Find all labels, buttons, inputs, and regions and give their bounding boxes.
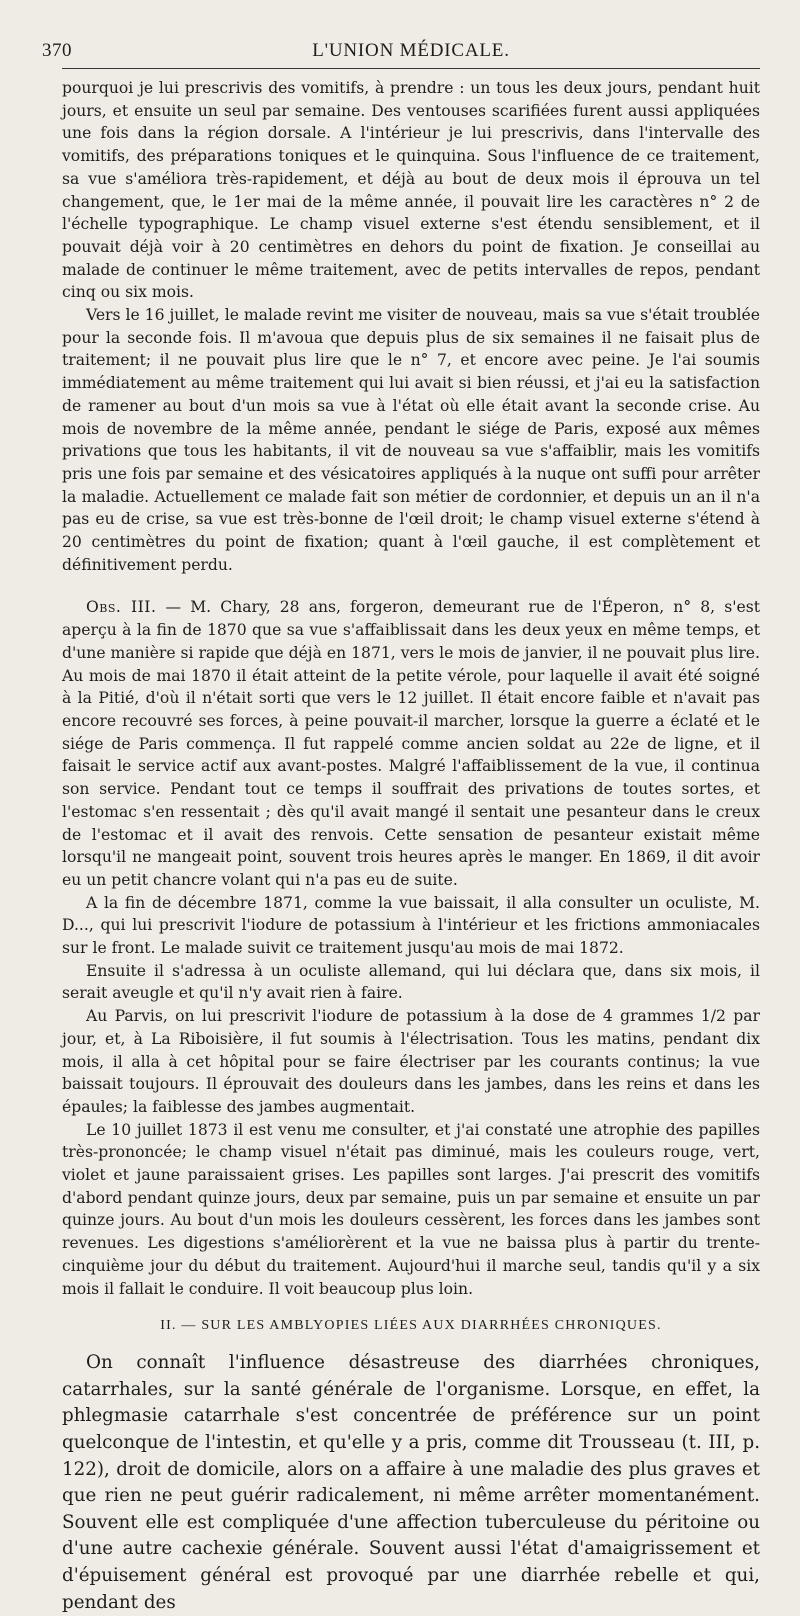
section-heading: II. — SUR LES AMBLYOPIES LIÉES AUX DIARRHÉES CHRONIQUES. <box>160 1318 662 1334</box>
observation-text: — M. Chary, 28 ans, forgeron, demeurant rue de l'Éperon, n° 8, s'est aperçu à la fin de 1870 que sa vue s'affaiblissait dans les deux yeux en même temps, et d'une manière si rapide que déjà en 1871, vers le mois de janvier, il ne pouvait plus lire. Au mois de mai 1870 il était atteint de la petite vérole, pour laquelle il avait été soigné à la Pitié, d'où il n'était sorti que vers le 12 juillet. Il était encore faible et n'avait pas encore recouvré ses forces, à peine pouvait-il marcher, lorsque la guerre a éclaté et le siége de Paris commença. Il fut rappelé comme ancien soldat au 22e de ligne, et il faisait le service actif aux avant-postes. Malgré l'affaiblissement de la vue, il continua son service. Pendant tout ce temps il souffrait des privations de toutes sortes, et l'estomac s'en ressentait ; dès qu'il avait mangé il sentait une pesanteur dans le creux de l'estomac et il avait des renvois. Cette sensation de pesanteur existait même lorsqu'il ne mangeait point, souvent trois heures après le manger. En 1869, il dit avoir eu un petit chancre volant qui n'a pas eu de suite. <box>62 598 760 889</box>
paragraph: pourquoi je lui prescrivis des vomitifs, à prendre : un tous les deux jours, pendant huit jours, et ensuite un seul par semaine. Des ventouses scarifiées furent aussi appliquées une fois dans la région dorsale. A l'intérieur je lui prescrivis, dans l'intervalle des vomitifs, des préparations toniques et le quinquina. Sous l'influence de ce traitement, sa vue s'améliora très-rapidement, et déjà au bout de deux mois il éprouva un tel changement, que, le 1er mai de la même année, il pouvait lire les caractères n° 2 de l'échelle typographique. Le champ visuel externe s'est étendu sensiblement, et il pouvait déjà voir à 20 centimètres en dehors du point de fixation. Je conseillai au malade de continuer le même traitement, avec de petits intervalles de repos, pendant cinq ou six mois. <box>62 79 760 302</box>
section-body <box>62 1350 760 1616</box>
running-head <box>42 36 760 69</box>
paragraph: A la fin de décembre 1871, comme la vue baissait, il alla consulter un oculiste, M. D..., qui lui prescrivit l'iodure de potassium à l'intérieur et les frictions ammoniacales sur le front. Le malade suivit ce traitement jusqu'au mois de mai 1872. <box>62 893 760 958</box>
journal-title: L'UNION MÉDICALE. <box>312 40 510 61</box>
paragraph: Le 10 juillet 1873 il est venu me consulter, et j'ai constaté une atrophie des papilles très-prononcée; le champ visuel n'était pas diminué, mais les couleurs rouge, vert, violet et jaune paraissaient grises. Les papilles sont larges. J'ai prescrit des vomitifs d'abord pendant quinze jours, deux par semaine, puis un par semaine et ensuite un par quinze jours. Au bout d'un mois les douleurs cessèrent, les forces dans les jambes sont revenues. Les digestions s'améliorèrent et la vue ne baissa plus à partir du trente-cinquième jour du début du traitement. Aujourd'hui il marche seul, tandis qu'il y a six mois il fallait le conduire. Il voit beaucoup plus loin. <box>62 1120 760 1298</box>
paragraph: On connaît l'influence désastreuse des diarrhées chroniques, catarrhales, sur la santé générale de l'organisme. Lorsque, en effet, la phlegmasie catarrhale s'est concentrée de préférence sur un point quelconque de l'intestin, et qu'elle y a pris, comme dit Trousseau (t. III, p. 122), droit de domicile, alors on a affaire à une maladie des plus graves et que rien ne peut guérir radicalement, ni même arrêter momentanément. Souvent elle est compliquée d'une affection tuberculeuse du péritoine ou d'une autre cachexie générale. Souvent aussi l'état d'amaigrissement et d'épuisement général est provoqué par une diarrhée rebelle et qui, pendant des <box>62 1352 760 1613</box>
paragraph-gap <box>62 576 760 596</box>
page-number: 370 <box>42 40 72 61</box>
body-text <box>62 77 760 1300</box>
observation-label: Obs. III. <box>86 598 157 617</box>
paragraph: Au Parvis, on lui prescrivit l'iodure de potassium à la dose de 4 grammes 1/2 par jour, et, à La Riboisière, il fut soumis à l'électrisation. Tous les matins, pendant dix mois, il alla à cet hôpital pour se faire électriser par les courants continus; la vue baissait toujours. Il éprouvait des douleurs dans les jambes, dans les reins et dans les épaules; la faiblesse des jambes augmentait. <box>62 1007 760 1116</box>
paragraph: Ensuite il s'adressa à un oculiste allemand, qui lui déclara que, dans six mois, il serait aveugle et qu'il n'y avait rien à faire. <box>62 961 760 1003</box>
paragraph: Vers le 16 juillet, le malade revint me visiter de nouveau, mais sa vue s'était troublée pour la seconde fois. Il m'avoua que depuis plus de six semaines il ne faisait plus de traitement; il ne pouvait plus lire que le n° 7, et encore avec peine. Je l'ai soumis immédiatement au même traitement qui lui avait si bien réussi, et j'ai eu la satisfaction de ramener au bout d'un mois sa vue à l'état où elle était avant la seconde crise. Au mois de novembre de la même année, pendant le siége de Paris, exposé aux mêmes privations que tous les habitants, il vit de nouveau sa vue s'affaiblir, mais les vomitifs pris une fois par semaine et des vésicatoires appliqués à la nuque ont suffi pour arrêter la maladie. Actuellement ce malade fait son métier de cordonnier, et depuis un an il n'a pas eu de crise, sa vue est très-bonne de l'œil droit; le champ visuel externe s'étend à 20 centimètres du point de fixation; quant à l'œil gauche, il est complètement et définitivement perdu. <box>62 306 760 574</box>
observation-paragraph <box>62 596 760 891</box>
